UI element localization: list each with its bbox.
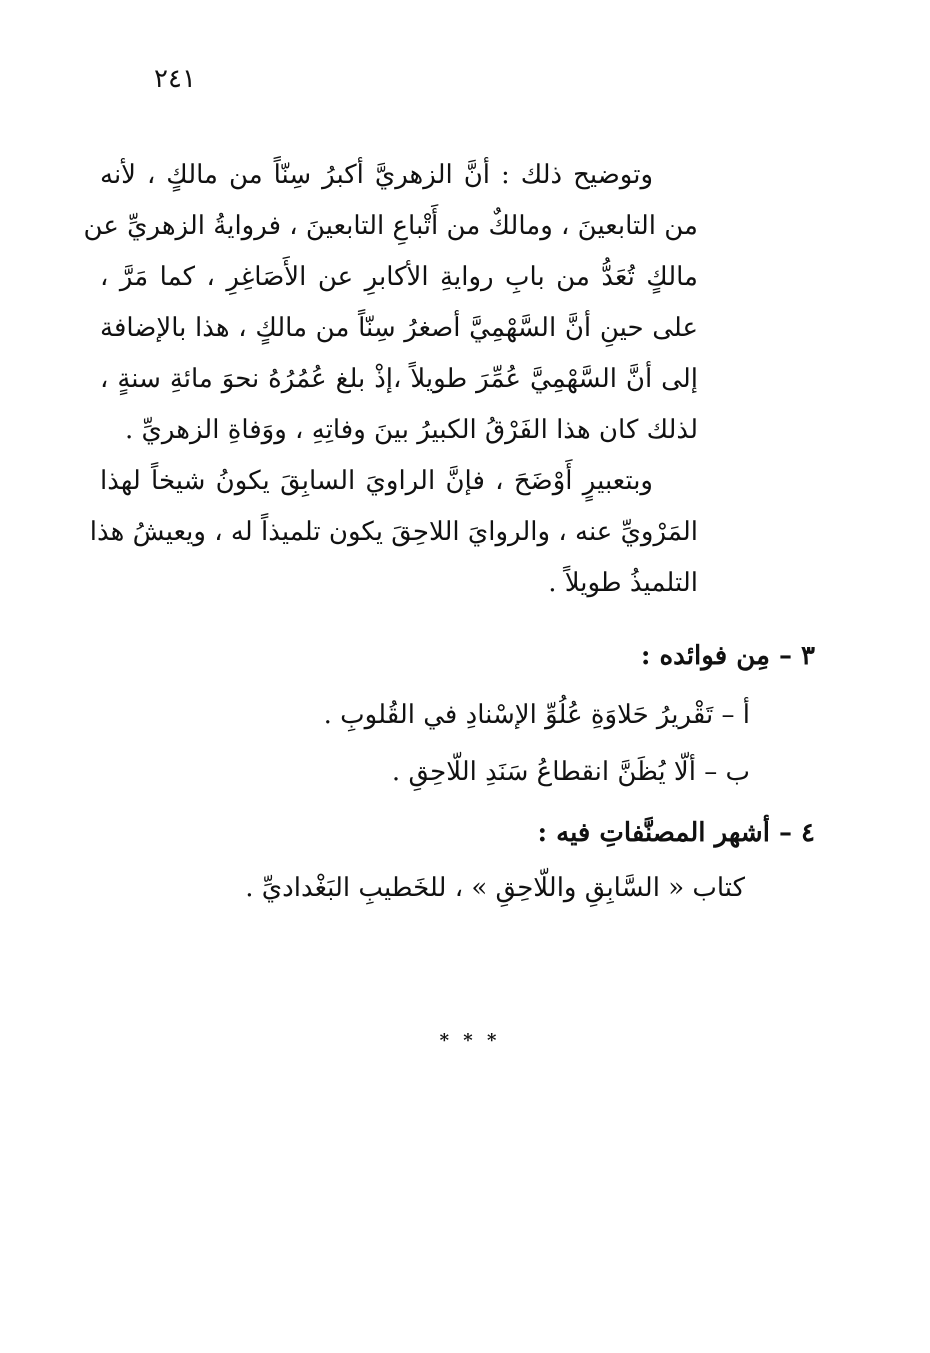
explanation-paragraph bbox=[83, 150, 698, 609]
section-4-heading: ٤ – أشهر المصنَّفاتِ فيه : bbox=[537, 818, 815, 848]
book-reference: كتاب « السَّابِقِ واللّاحِقِ » ، للخَطيبِ البَغْداديِّ . bbox=[245, 873, 745, 903]
section-separator: * * * bbox=[439, 1030, 501, 1051]
section-3-heading: ٣ – مِن فوائده : bbox=[640, 641, 815, 671]
paragraph-line: وبتعبيرٍ أَوْضَحَ ، فإنَّ الراويَ السابِقَ يكونُ شيخاً لهذا bbox=[100, 466, 653, 496]
paragraph-line: وتوضيح ذلك : أنَّ الزهريَّ أكبرُ سِنّاً من مالكٍ ، لأنه bbox=[100, 160, 653, 190]
paragraph-line: مالكٍ تُعَدُّ من بابِ روايةِ الأكابرِ عن الأَصَاغِرِ ، كما مَرَّ ، bbox=[100, 262, 698, 292]
paragraph-line: على حينِ أنَّ السَّهْمِيَّ أصغرُ سِنّاً من مالكٍ ، هذا بالإضافة bbox=[100, 313, 698, 343]
paragraph-line: التلميذُ طويلاً . bbox=[548, 568, 698, 598]
paragraph-line: المَرْويِّ عنه ، والروايَ اللاحِقَ يكون تلميذاً له ، ويعيشُ هذا bbox=[89, 517, 698, 547]
page-number: ٢٤١ bbox=[154, 64, 196, 94]
paragraph-line: من التابعينَ ، ومالكٌ من أَتْباعِ التابعينَ ، فروايةُ الزهريِّ عن bbox=[83, 211, 698, 241]
benefit-item-a: أ – تَقْريرُ حَلاوَةِ عُلُوِّ الإسْنادِ في القُلوبِ . bbox=[323, 700, 750, 730]
paragraph-line: لذلك كان هذا الفَرْقُ الكبيرُ بينَ وفاتِهِ ، ووَفاةِ الزهريِّ . bbox=[125, 415, 698, 445]
paragraph-line: إلى أنَّ السَّهْمِيَّ عُمِّرَ طويلاً ،إذْ بلغ عُمُرُهُ نحوَ مائةِ سنةٍ ، bbox=[100, 364, 698, 394]
benefit-item-b: ب – ألّا يُظَنَّ انقطاعُ سَنَدِ اللّاحِقِ . bbox=[391, 757, 750, 787]
